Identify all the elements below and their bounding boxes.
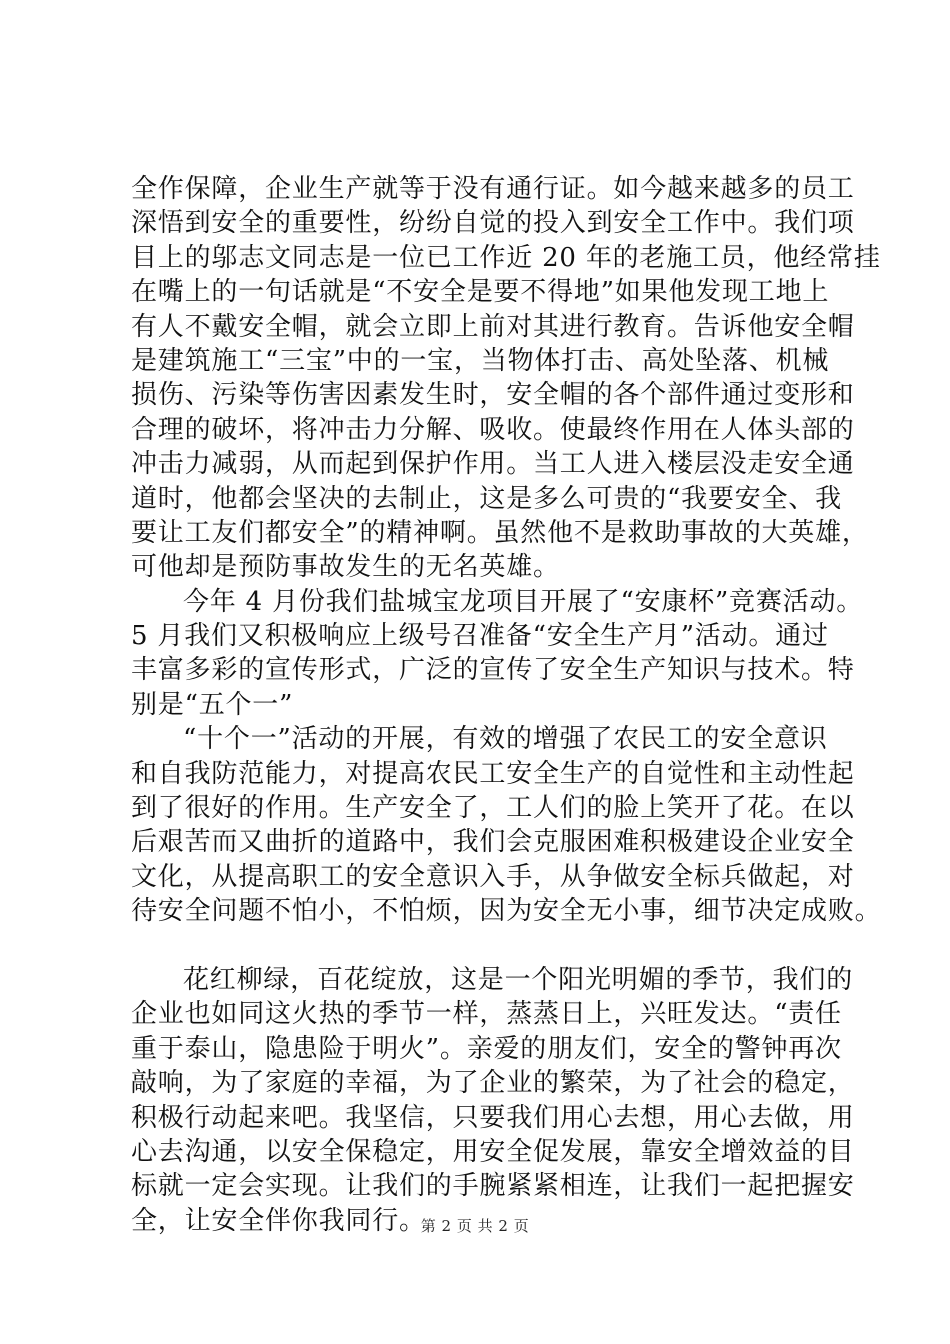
text-line: 和自我防范能力，对提高农民工安全生产的自觉性和主动性起 (131, 758, 855, 789)
text-line: 全，让安全伴你我同行。 (131, 1205, 426, 1236)
text-line: 别是“五个一” (131, 689, 294, 720)
text-line: 文化，从提高职工的安全意识入手，从争做安全标兵做起，对 (131, 861, 855, 892)
text-line: 深悟到安全的重要性，纷纷自觉的投入到安全工作中。我们项 (131, 208, 855, 239)
text-line: 5 月我们又积极响应上级号召准备“安全生产月”活动。通过 (131, 621, 829, 652)
text-line: 冲击力减弱，从而起到保护作用。当工人进入楼层没走安全通 (131, 449, 855, 480)
text-line: 损伤、污染等伤害因素发生时，安全帽的各个部件通过变形和 (131, 380, 855, 411)
text-line: 到了很好的作用。生产安全了，工人们的脸上笑开了花。在以 (131, 793, 855, 824)
text-line: 全作保障，企业生产就等于没有通行证。如今越来越多的员工 (131, 174, 855, 204)
text-line: 敲响，为了家庭的幸福，为了企业的繁荣，为了社会的稳定， (131, 1068, 855, 1099)
text-line: 心去沟通，以安全保稳定，用安全促发展，靠安全增效益的目 (131, 1136, 855, 1167)
paragraph-1 (131, 172, 881, 585)
text-line: 标就一定会实现。让我们的手腕紧紧相连，让我们一起把握安 (131, 1171, 855, 1202)
paragraph-2 (131, 585, 864, 723)
text-line: 花红柳绿，百花绽放，这是一个阳光明媚的季节，我们的 (183, 964, 854, 995)
text-line: 道时，他都会坚决的去制止，这是多么可贵的“我要安全、我 (131, 483, 842, 514)
text-line: 要让工友们都安全”的精神啊。虽然他不是救助事故的大英雄， (131, 517, 869, 548)
text-line: 后艰苦而又曲折的道路中，我们会克服困难积极建设企业安全 (131, 827, 855, 858)
text-line: 目上的邬志文同志是一位已工作近 20 年的老施工员，他经常挂 (131, 242, 881, 273)
text-line: 重于泰山，隐患险于明火”。亲爱的朋友们，安全的警钟再次 (131, 1033, 842, 1064)
page-number-footer: 第 2 页 共 2 页 (420, 1217, 530, 1235)
text-line: 丰富多彩的宣传形式，广泛的宣传了安全生产知识与技术。特 (131, 655, 855, 686)
text-line: 企业也如同这火热的季节一样，蒸蒸日上，兴旺发达。“责任 (131, 999, 842, 1030)
text-line: 在嘴上的一句话就是“不安全是要不得地”如果他发现工地上 (131, 277, 830, 308)
text-line: 积极行动起来吧。我坚信，只要我们用心去想，用心去做，用 (131, 1102, 855, 1133)
text-line: 今年 4 月份我们盐城宝龙项目开展了“安康杯”竞赛活动。 (183, 586, 864, 617)
text-line: 合理的破坏，将冲击力分解、吸收。使最终作用在人体头部的 (131, 414, 855, 445)
text-line: 是建筑施工“三宝”中的一宝，当物体打击、高处坠落、机械 (131, 345, 830, 376)
document-body (131, 172, 882, 1238)
text-line: 有人不戴安全帽，就会立即上前对其进行教育。告诉他安全帽 (131, 311, 855, 342)
text-line: 可他却是预防事故发生的无名英雄。 (131, 552, 560, 583)
paragraph-3 (131, 722, 882, 928)
paragraph-spacer (131, 929, 841, 963)
paragraph-4 (131, 963, 855, 1238)
text-line: “十个一”活动的开展，有效的增强了农民工的安全意识 (183, 724, 828, 755)
text-line: 待安全问题不怕小，不怕烦，因为安全无小事，细节决定成败。 (131, 896, 882, 927)
